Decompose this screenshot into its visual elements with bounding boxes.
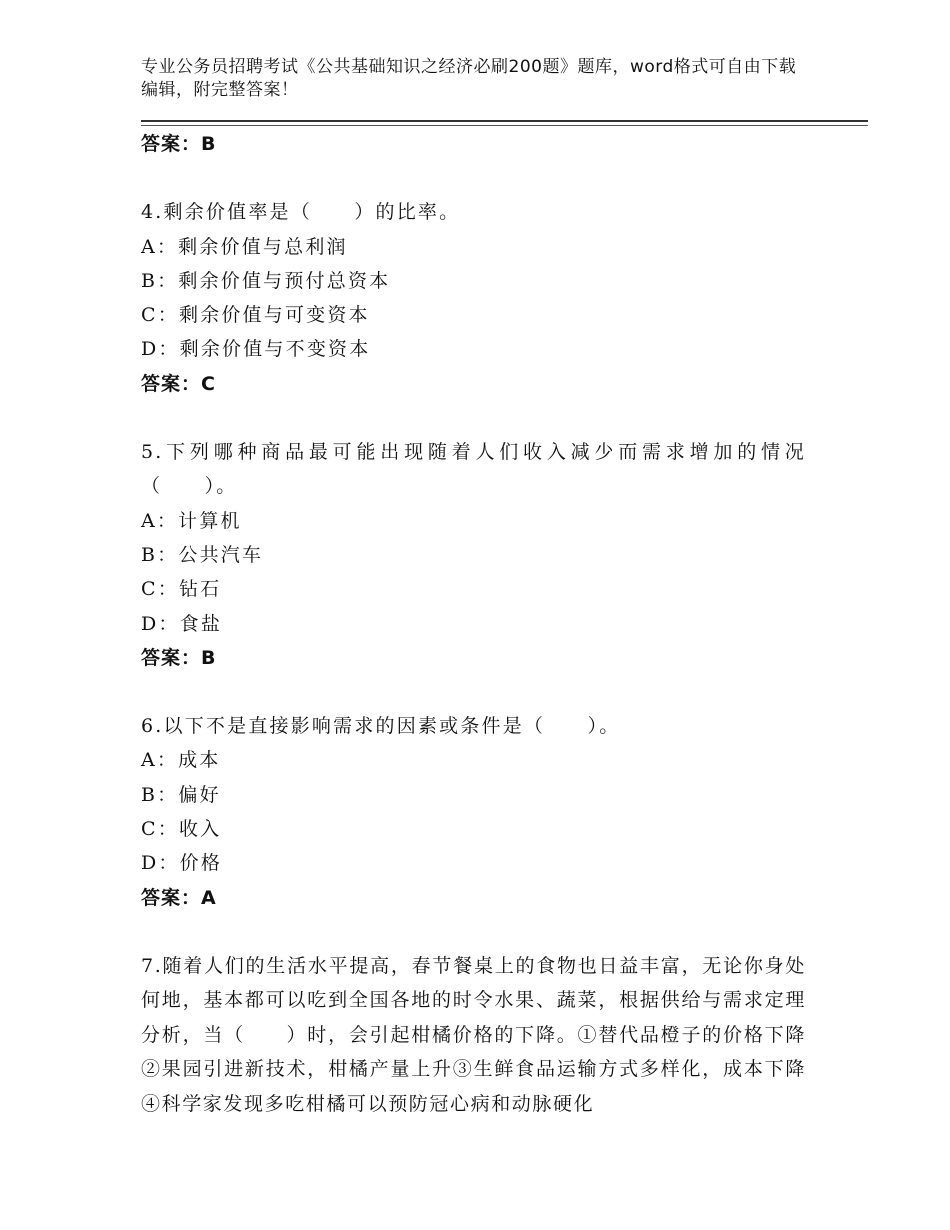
- question-stem: 5.下列哪种商品最可能出现随着人们收入减少而需求增加的情况（ ）。: [141, 440, 806, 498]
- option-b: B：公共汽车: [141, 543, 264, 566]
- document-header: [141, 56, 806, 102]
- answer-q3: 答案：B: [141, 133, 217, 155]
- option-c: C：钻石: [141, 578, 222, 601]
- answer: 答案：C: [141, 372, 216, 395]
- header-title: 专业公务员招聘考试《公共基础知识之经济必刷200题》题库，word格式可自由下载编辑，附完整答案！: [141, 57, 797, 100]
- option-b: B：剩余价值与预付总资本: [141, 269, 391, 292]
- question-stem: 7.随着人们的生活水平提高，春节餐桌上的食物也日益丰富，无论你身处何地，基本都可以吃到全国各地的时令水果、蔬菜，根据供给与需求定理分析，当（ ）时，会引起柑橘价格的下降。①替代品橙子的价格下降②果园引进新技术，柑橘产量上升③生鲜食品运输方式多样化，成本下降④科学家发现多吃柑橘可以预防冠心病和动脉硬化: [141, 954, 806, 1115]
- question-stem: 6.以下不是直接影响需求的因素或条件是（ ）。: [141, 714, 621, 737]
- option-d: D：剩余价值与不变资本: [141, 338, 371, 361]
- question-stem: 4.剩余价值率是（ ）的比率。: [141, 201, 461, 223]
- answer: 答案：A: [141, 886, 217, 909]
- option-d: D：价格: [141, 852, 223, 875]
- header-rule-thin: [141, 125, 868, 126]
- option-d: D：食盐: [141, 612, 223, 635]
- question-5: [141, 435, 806, 675]
- document-body: [141, 127, 806, 1121]
- option-c: C：剩余价值与可变资本: [141, 304, 370, 327]
- question-4: [141, 195, 806, 401]
- option-a: A：剩余价值与总利润: [141, 235, 348, 258]
- answer: 答案：B: [141, 646, 217, 669]
- header-rule-thick: [141, 120, 868, 122]
- question-6: [141, 709, 806, 915]
- option-a: A：成本: [141, 749, 221, 772]
- option-b: B：偏好: [141, 783, 221, 806]
- option-a: A：计算机: [141, 509, 242, 532]
- question-7: [141, 949, 806, 1122]
- option-c: C：收入: [141, 817, 222, 840]
